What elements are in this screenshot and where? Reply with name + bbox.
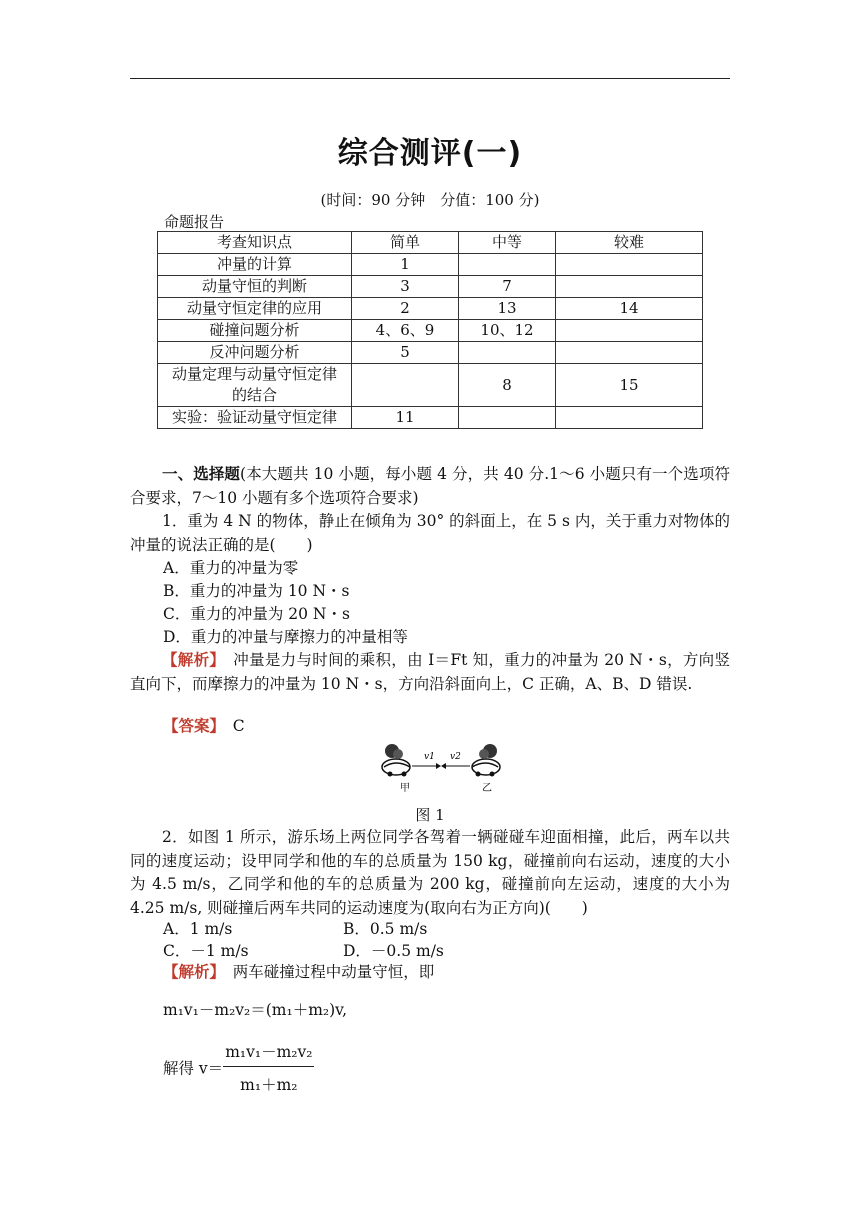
table-cell bbox=[459, 254, 556, 276]
velocity-fraction bbox=[223, 1040, 314, 1095]
section-title: 一、选择题 bbox=[162, 464, 241, 483]
q2-option-c: C．－1 m/s bbox=[163, 942, 249, 960]
q2-option-b: B．0.5 m/s bbox=[343, 920, 428, 938]
table-row bbox=[158, 407, 703, 429]
table-row bbox=[158, 276, 703, 298]
table-cell bbox=[459, 342, 556, 364]
q1-option-a: A．重力的冲量为零 bbox=[163, 559, 299, 577]
table-row bbox=[158, 298, 703, 320]
analysis-tag: 【解析】 bbox=[163, 962, 218, 981]
arrowhead-left-icon bbox=[441, 763, 446, 769]
table-cell: 15 bbox=[556, 364, 703, 407]
table-cell bbox=[352, 364, 459, 407]
car-label-right: 乙 bbox=[482, 783, 492, 794]
table-cell: 14 bbox=[556, 298, 703, 320]
v2-label: v2 bbox=[450, 752, 461, 762]
q1-option-b: B．重力的冲量为 10 N・s bbox=[163, 582, 350, 600]
q2-analysis bbox=[163, 960, 434, 984]
table-cell bbox=[556, 342, 703, 364]
v1-label: v1 bbox=[424, 752, 435, 762]
q2-analysis-text: 两车碰撞过程中动量守恒，即 bbox=[232, 963, 435, 981]
answer-tag: 【答案】 bbox=[163, 716, 218, 735]
q1-analysis-text: 冲量是力与时间的乘积，由 I＝Ft 知，重力的冲量为 20 N・s，方向竖直向下，而摩擦力的冲量为 10 N・s，方向沿斜面向上，C 正确，A、B、D 错误. bbox=[130, 651, 730, 693]
analysis-tag: 【解析】 bbox=[162, 650, 218, 669]
table-cell: 碰撞问题分析 bbox=[158, 320, 352, 342]
table-cell: 反冲问题分析 bbox=[158, 342, 352, 364]
table-row bbox=[158, 254, 703, 276]
q1-option-d: D．重力的冲量与摩擦力的冲量相等 bbox=[163, 628, 408, 646]
table-cell: 动量定理与动量守恒定律的结合 bbox=[158, 364, 352, 407]
table-cell: 4、6、9 bbox=[352, 320, 459, 342]
table-cell: 动量守恒的判断 bbox=[158, 276, 352, 298]
page-title: 综合测评(一) bbox=[337, 136, 523, 171]
table-cell bbox=[556, 407, 703, 429]
table-row bbox=[158, 364, 703, 407]
table-cell: 8 bbox=[459, 364, 556, 407]
table-cell: 动量守恒定律的应用 bbox=[158, 298, 352, 320]
header-cell: 简单 bbox=[352, 232, 459, 254]
section-desc: (本大题共 10 小题，每小题 4 分，共 40 分.1～6 小题只有一个选项符合要求，7～10 小题有多个选项符合要求) bbox=[130, 465, 730, 507]
section-heading bbox=[130, 462, 730, 510]
table-cell: 实验：验证动量守恒定律 bbox=[158, 407, 352, 429]
table-cell: 13 bbox=[459, 298, 556, 320]
q2-option-a: A．1 m/s bbox=[163, 920, 233, 938]
table-cell: 冲量的计算 bbox=[158, 254, 352, 276]
q1-analysis bbox=[130, 648, 730, 696]
fraction-numerator: m₁v₁－m₂v₂ bbox=[223, 1040, 314, 1067]
header-cell: 中等 bbox=[459, 232, 556, 254]
table-cell: 3 bbox=[352, 276, 459, 298]
table-row bbox=[158, 342, 703, 364]
q1-answer-value: C bbox=[232, 717, 245, 735]
left-car-icon bbox=[382, 744, 410, 777]
q1-option-c: C．重力的冲量为 20 N・s bbox=[163, 605, 350, 623]
arrowhead-right-icon bbox=[436, 763, 441, 769]
q1-stem: 1．重为 4 N 的物体，静止在倾角为 30° 的斜面上，在 5 s 内，关于重力对物体的冲量的说法正确的是( ) bbox=[130, 512, 730, 554]
table-cell bbox=[556, 320, 703, 342]
table-cell bbox=[459, 407, 556, 429]
table-header-row bbox=[158, 232, 703, 254]
table-row bbox=[158, 320, 703, 342]
table-cell bbox=[556, 254, 703, 276]
car-label-left: 甲 bbox=[400, 783, 410, 794]
table-cell: 7 bbox=[459, 276, 556, 298]
q1-answer bbox=[163, 714, 245, 738]
table-cell: 11 bbox=[352, 407, 459, 429]
table-cell bbox=[556, 276, 703, 298]
table-cell: 5 bbox=[352, 342, 459, 364]
bumper-car-figure bbox=[378, 737, 504, 797]
momentum-equation: m₁v₁－m₂v₂＝(m₁＋m₂)v, bbox=[163, 1001, 348, 1019]
right-car-icon bbox=[472, 744, 500, 777]
header-cell: 考查知识点 bbox=[158, 232, 352, 254]
header-cell: 较难 bbox=[556, 232, 703, 254]
q2-stem: 2．如图 1 所示，游乐场上两位同学各驾着一辆碰碰车迎面相撞，此后，两车以共同的速度运动；设甲同学和他的车的总质量为 150 kg，碰撞前向右运动，速度的大小为 4.5 m/s，乙同学和他的车的总质量为 200 kg，碰撞前向左运动，速度的大小为 4.25 m/s, 则碰撞后两车共同的运动速度为(取向右为正方向)( ) bbox=[130, 828, 730, 917]
exam-meta: (时间：90 分钟 分值：100 分) bbox=[320, 191, 540, 209]
report-table bbox=[157, 231, 703, 429]
table-cell: 10、12 bbox=[459, 320, 556, 342]
figure-caption: 图 1 bbox=[415, 806, 445, 824]
solve-prefix: 解得 v＝ bbox=[163, 1059, 224, 1078]
q2-option-d: D．－0.5 m/s bbox=[343, 942, 444, 960]
solve-formula bbox=[163, 1040, 314, 1095]
report-label: 命题报告 bbox=[164, 213, 225, 231]
table-cell: 2 bbox=[352, 298, 459, 320]
top-rule bbox=[130, 78, 730, 79]
fraction-denominator: m₁＋m₂ bbox=[240, 1076, 298, 1094]
table-cell: 1 bbox=[352, 254, 459, 276]
